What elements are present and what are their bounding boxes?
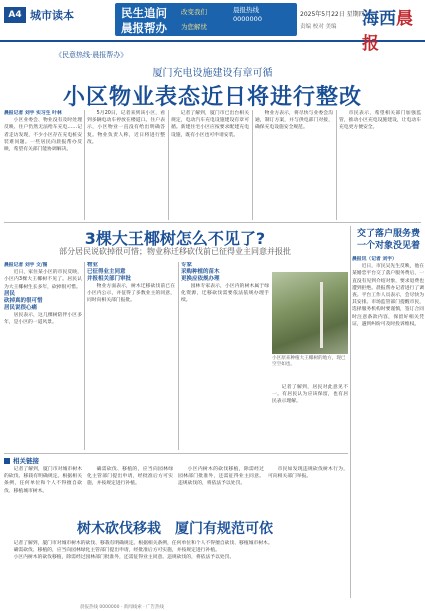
subhead-residents-3: 居民说很心痛 — [4, 304, 38, 311]
second-text-4: 记者了解到，居民对此意见不一。有居民认为应该保留，也有居民表示理解。 — [272, 385, 348, 405]
third-text-4: 市民如发现违规砍伐树木行为，可向相关部门举报。 — [268, 467, 348, 480]
banner-title-2: 晨报帮办 — [121, 21, 167, 35]
second-column-4 — [272, 384, 348, 450]
sidebar-divider — [350, 226, 351, 598]
sidebar-text: 近日，市民吴先生反映，他在某婚恋平台交了落户服务费后，一直没有见到介绍对象，要求退费也遭到拒绝。晨报帮办记者进行了调查。平台工作人员表示，会尽快为其安排。市场监管部门提醒市民，选择服务机构时要谨慎，签订合同时注意条款内容，保留好相关凭证，遇到纠纷可及时投诉维权。 — [352, 264, 424, 327]
subhead-residents: 居民 — [4, 290, 16, 297]
column-divider — [336, 110, 337, 220]
subhead-expert-3: 更换应依规办理 — [181, 276, 220, 282]
tag-label: 相关链接 — [13, 457, 39, 465]
column-divider — [84, 110, 85, 220]
sidebar-headline-2: 一个对象没见着 — [356, 241, 420, 251]
column-rubric: 《民意热线·晨报帮办》 — [55, 51, 128, 59]
photo-pole — [320, 282, 323, 348]
hotline-number: 0000000 — [233, 15, 262, 23]
newspaper-logo — [362, 4, 425, 54]
editor-line: 责编 校对 美编 — [300, 24, 337, 30]
lead-byline: 晨报记者 刘宇 实习生 叶林 — [4, 111, 62, 116]
lead-column-4 — [255, 110, 333, 220]
third-text-2-cont: 确需砍伐、移植的，应当向园林绿化主管部门提出申请，经批准后方可实施，并按规定进行补植。 — [13, 548, 220, 554]
issue-date: 2025年5月22日 星期四 — [300, 11, 365, 18]
second-text-3: 园林专家表示，小区内的树木属于绿化资源，迁移砍伐需要依法依规办理手续。 — [181, 284, 269, 304]
column-divider — [178, 262, 179, 450]
sidebar-byline: 晨报讯（记者 刘宇） — [352, 257, 397, 262]
third-column-2 — [87, 466, 173, 516]
banner-slogan-2: 为您解忧 — [181, 23, 207, 31]
banner-title-1: 民生追问 — [121, 6, 167, 20]
lead-kicker: 厦门充电设施建设有章可循 — [152, 68, 273, 79]
column-banner — [115, 3, 297, 36]
sidebar-headline — [352, 228, 425, 252]
logo-part-2: 晨报 — [362, 9, 413, 54]
third-column-1 — [4, 466, 82, 516]
second-text-1b: 居民表示，这几棵树陪伴小区多年，是小区的一道风景。 — [4, 312, 82, 326]
section-rule — [4, 453, 348, 454]
photo-caption: 小区原来种植大王椰树的地方，现已空空如也。 — [272, 356, 346, 368]
column-divider — [84, 262, 85, 450]
sidebar-story — [352, 256, 424, 596]
sidebar-headline-1: 交了落户服务费 — [356, 229, 420, 239]
lead-column-2 — [87, 110, 165, 220]
lead-headline: 小区物业表态近日将进行整改 — [62, 85, 362, 110]
logo-part-1: 海西 — [362, 9, 396, 29]
third-column-4 — [268, 466, 348, 516]
subhead-property-3: 并报相关部门审批 — [87, 276, 132, 282]
second-column-3 — [181, 262, 269, 450]
third-text-2: 确需砍伐、移植的，应当向园林绿化主管部门提出申请，经批准后方可实施，并按规定进行补植。 — [87, 467, 173, 487]
second-text-2: 物业方面表示，树木迁移砍伐前已在小区内公示，并征得了多数业主的同意，同时向相关部门报批。 — [87, 284, 175, 304]
third-text-1-cont: 记者了解到，厦门市对城市树木的砍伐、移栽有明确规定。根据相关条例，任何单位和个人不得擅自砍伐、移植城市树木。 — [13, 541, 273, 546]
second-deck: 部分居民说砍掉很可惜；物业称迁移砍伐前已征得业主同意并报批 — [59, 247, 291, 256]
third-headline: 树木砍伐移栽 厦门有规范可依 — [77, 521, 273, 537]
third-text-1: 记者了解到，厦门市对城市树木的砍伐、移栽有明确规定。根据相关条例，任何单位和个人不得擅自砍伐、移植城市树木。 — [4, 467, 82, 494]
subhead-property-2: 已征得业主同意 — [87, 269, 126, 275]
column-divider — [252, 110, 253, 220]
palm-site-photo — [272, 272, 348, 354]
lead-text-2: 5月20日，记者来到该小区，看到多辆电动车停放在楼道口。住户表示，小区物业一直没有给出明确答复。物业负责人称，近日将进行整改。 — [87, 111, 165, 145]
subhead-residents-2: 砍掉真的很可惜 — [4, 297, 43, 304]
third-text-3-cont: 小区内树木的砍伐移植，除需经过园林部门批准外，还需征得业主同意。违规砍伐的，将依法予以处罚。 — [13, 555, 235, 561]
third-body — [4, 540, 348, 600]
section-name: 城市读本 — [30, 9, 74, 22]
banner-slogan-1: 改变我们 — [181, 8, 207, 16]
second-byline: 晨报记者 刘宇 文/图 — [4, 263, 48, 268]
second-headline: 3棵大王椰树怎么不见了? — [84, 229, 266, 248]
section-rule — [4, 222, 421, 223]
related-link-tag — [4, 456, 39, 465]
lead-column-1 — [4, 110, 82, 220]
lead-column-3 — [171, 110, 249, 220]
hotline-box — [233, 6, 291, 33]
second-text-1: 近日，家住某小区的市民反映，小区内3棵大王椰树不见了。居民认为大王椰树生长多年，砍掉很可惜。 — [4, 270, 82, 290]
column-divider — [168, 110, 169, 220]
page-number: A4 — [4, 7, 26, 23]
lead-text-5: 市民表示，希望相关部门加强监管，推动小区充电设施建设，让电动车充电更方便安全。 — [339, 111, 421, 131]
subhead-property: 物业 — [87, 262, 99, 268]
hotline-label: 晨报热线 — [233, 6, 259, 14]
lead-text-4: 物业方表示，将尽快与业委会沟通，制订方案，并与供电部门对接，确保充电设施安全规范。 — [255, 111, 333, 131]
subhead-expert-2: 采购种植的苗木 — [181, 269, 220, 275]
second-column-2 — [87, 262, 175, 450]
page-footer: 晨报热线 0000000 · 新闻线索 · 广告热线 — [80, 605, 165, 610]
lead-column-5 — [339, 110, 421, 220]
third-column-3 — [178, 466, 264, 516]
lead-text-1: 小区业委会、物业没有及时处理反映、住户仍然无法给车充电……记者走访发现，不少小区存在充电桩安装难问题。一些居民向晨报帮办反映，希望有关部门能协调解决。 — [4, 118, 82, 153]
tag-square-icon — [4, 458, 10, 464]
second-column-1 — [4, 262, 82, 450]
page-header — [0, 0, 425, 54]
subhead-expert: 专家 — [181, 262, 193, 268]
lead-text-3: 记者了解到，厦门市已出台相关规定，电动汽车充电设施建设有章可循。新建住宅小区应按要求配建充电设施，既有小区也可申请安装。 — [171, 111, 249, 138]
third-text-3: 小区内树木的砍伐移植，除需经过园林部门批准外，还需征得业主同意。违规砍伐的，将依法予以处罚。 — [178, 467, 264, 487]
